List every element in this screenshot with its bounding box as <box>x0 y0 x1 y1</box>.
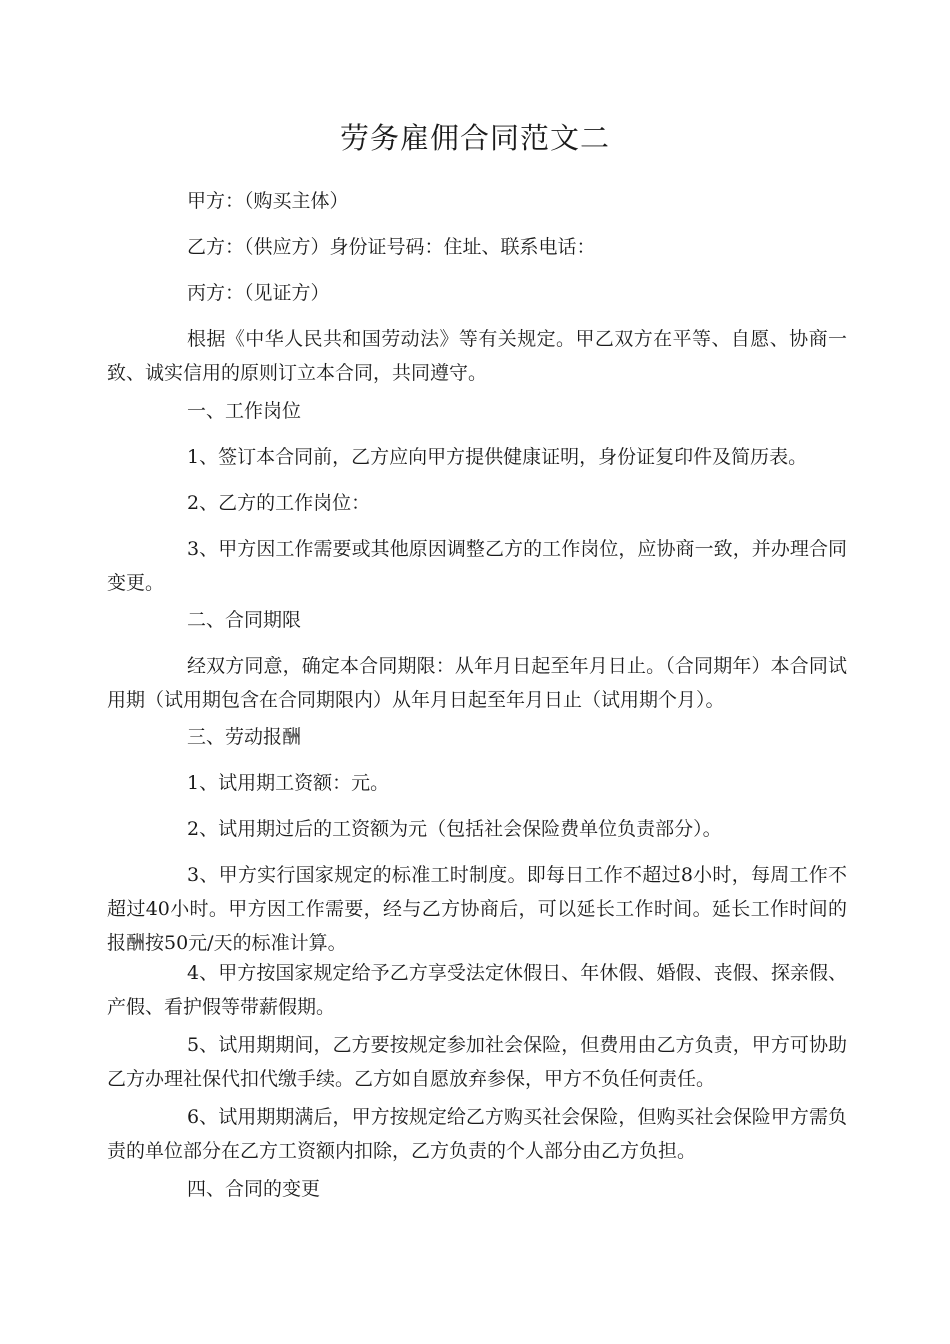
clause-paragraph: 5、试用期期间，乙方要按规定参加社会保险，但费用由乙方负责，甲方可协助乙方办理社保代扣代缴手续。乙方如自愿放弃参保，甲方不负任何责任。 <box>107 1034 847 1090</box>
section-heading-contract-change: 四、合同的变更 <box>187 1178 321 1200</box>
party-b-line: 乙方：（供应方）身份证号码：住址、联系电话： <box>187 236 596 258</box>
section-heading-contract-term: 二、合同期限 <box>187 609 302 631</box>
clause-paragraph: 1、试用期工资额：元。 <box>187 772 390 794</box>
clause-paragraph: 6、试用期期满后，甲方按规定给乙方购买社会保险，但购买社会保险甲方需负责的单位部分在乙方工资额内扣除，乙方负责的个人部分由乙方负担。 <box>107 1106 847 1162</box>
party-c-line: 丙方：（见证方） <box>187 282 330 304</box>
clause-paragraph: 4、甲方按国家规定给予乙方享受法定休假日、年休假、婚假、丧假、探亲假、产假、看护假等带薪假期。 <box>107 962 847 1018</box>
party-a-line: 甲方：（购买主体） <box>187 190 349 212</box>
section-heading-job-position: 一、工作岗位 <box>187 400 302 422</box>
document-title: 劳务雇佣合同范文二 <box>339 121 610 155</box>
clause-paragraph: 3、甲方实行国家规定的标准工时制度。即每日工作不超过8小时，每周工作不超过40小时。甲方因工作需要，经与乙方协商后，可以延长工作时间。延长工作时间的报酬按50元/天的标准计算。 <box>107 864 847 954</box>
clause-paragraph: 2、试用期过后的工资额为元（包括社会保险费单位负责部分）。 <box>187 818 722 840</box>
preamble-paragraph: 根据《中华人民共和国劳动法》等有关规定。甲乙双方在平等、自愿、协商一致、诚实信用的原则订立本合同，共同遵守。 <box>107 328 847 384</box>
clause-paragraph: 3、甲方因工作需要或其他原因调整乙方的工作岗位，应协商一致，并办理合同变更。 <box>107 538 847 594</box>
section-heading-remuneration: 三、劳动报酬 <box>187 726 302 748</box>
clause-paragraph: 2、乙方的工作岗位： <box>187 492 371 514</box>
clause-paragraph: 1、签订本合同前，乙方应向甲方提供健康证明，身份证复印件及简历表。 <box>187 446 808 468</box>
clause-paragraph: 经双方同意，确定本合同期限：从年月日起至年月日止。（合同期年）本合同试用期（试用期包含在合同期限内）从年月日起至年月日止（试用期个月）。 <box>107 655 847 711</box>
